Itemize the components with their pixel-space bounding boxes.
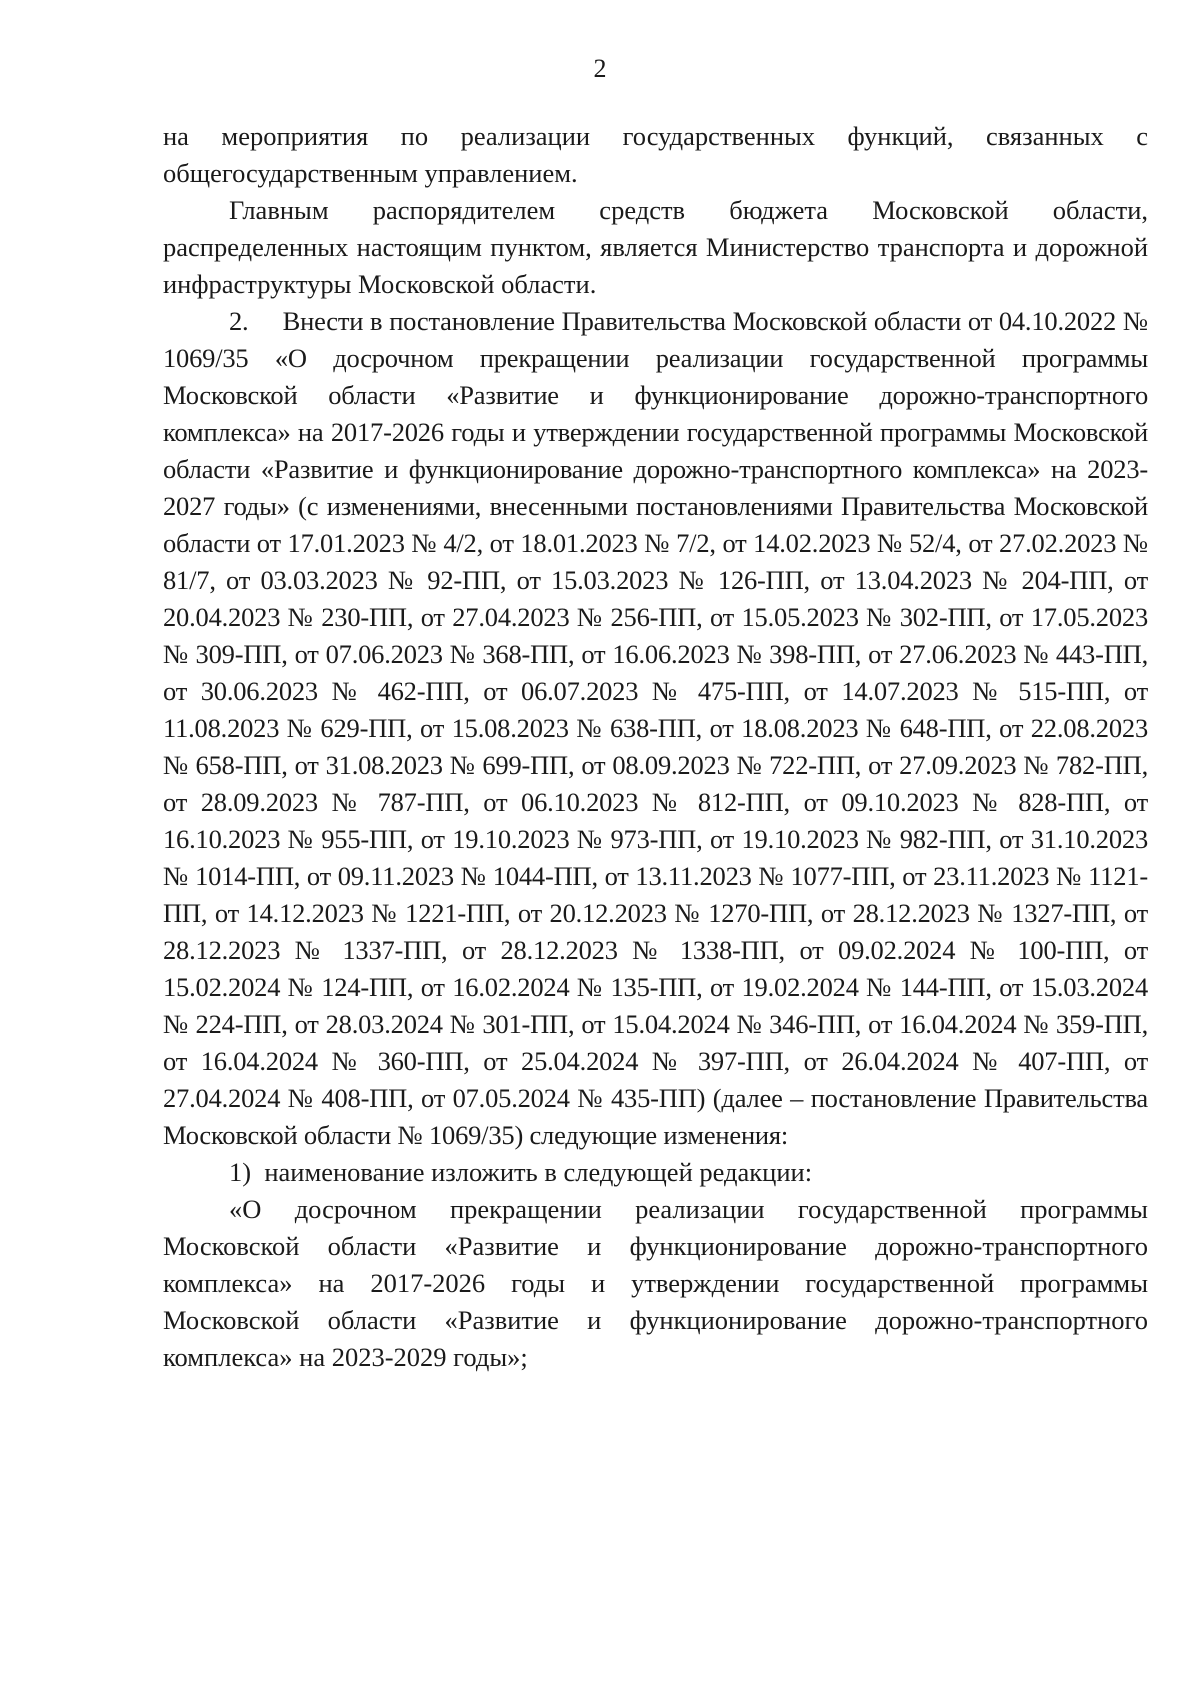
paragraph-continuation: на мероприятия по реализации государственных функций, связанных с общегосударственным управлением. [163, 121, 1148, 188]
paragraph-new-title: «О досрочном прекращении реализации государственной программы Московской области «Развитие и функционирование дорожно-транспортного комплекса» на 2017-2026 годы и утверждении государственной программы Московской области «Развитие и функционирование дорожно-транспортного комплекса» на 2023-2029 годы»; [163, 1194, 1148, 1372]
document-body [163, 118, 1148, 1376]
page-number: 2 [593, 54, 607, 83]
paragraph-item-2: 2. Внести в постановление Правительства Московской области от 04.10.2022 № 1069/35 «О досрочном прекращении реализации государственной программы Московской области «Развитие и функционирование дорожно-транспортного комплекса» на 2017-2026 годы и утверждении государственной программы Московской области «Развитие и функционирование дорожно-транспортного комплекса» на 2023-2027 годы» (с изменениями, внесенными постановлениями Правительства Московской области от 17.01.2023 № 4/2, от 18.01.2023 № 7/2, от 14.02.2023 № 52/4, от 27.02.2023 № 81/7, от 03.03.2023 № 92-ПП, от 15.03.2023 № 126-ПП, от 13.04.2023 № 204-ПП, от 20.04.2023 № 230-ПП, от 27.04.2023 № 256-ПП, от 15.05.2023 № 302-ПП, от 17.05.2023 № 309-ПП, от 07.06.2023 № 368-ПП, от 16.06.2023 № 398-ПП, от 27.06.2023 № 443-ПП, от 30.06.2023 № 462-ПП, от 06.07.2023 № 475-ПП, от 14.07.2023 № 515-ПП, от 11.08.2023 № 629-ПП, от 15.08.2023 № 638-ПП, от 18.08.2023 № 648-ПП, от 22.08.2023 № 658-ПП, от 31.08.2023 № 699-ПП, от 08.09.2023 № 722-ПП, от 27.09.2023 № 782-ПП, от 28.09.2023 № 787-ПП, от 06.10.2023 № 812-ПП, от 09.10.2023 № 828-ПП, от 16.10.2023 № 955-ПП, от 19.10.2023 № 973-ПП, от 19.10.2023 № 982-ПП, от 31.10.2023 № 1014-ПП, от 09.11.2023 № 1044-ПП, от 13.11.2023 № 1077-ПП, от 23.11.2023 № 1121-ПП, от 14.12.2023 № 1221-ПП, от 20.12.2023 № 1270-ПП, от 28.12.2023 № 1327-ПП, от 28.12.2023 № 1337-ПП, от 28.12.2023 № 1338-ПП, от 09.02.2024 № 100-ПП, от 15.02.2024 № 124-ПП, от 16.02.2024 № 135-ПП, от 19.02.2024 № 144-ПП, от 15.03.2024 № 224-ПП, от 28.03.2024 № 301-ПП, от 15.04.2024 № 346-ПП, от 16.04.2024 № 359-ПП, от 16.04.2024 № 360-ПП, от 25.04.2024 № 397-ПП, от 26.04.2024 № 407-ПП, от 27.04.2024 № 408-ПП, от 07.05.2024 № 435-ПП) (далее – постановление Правительства Московской области № 1069/35) следующие изменения: [163, 306, 1148, 1150]
paragraph-budget-manager: Главным распорядителем средств бюджета Московской области, распределенных настоящим пунктом, является Министерство транспорта и дорожной инфраструктуры Московской области. [163, 195, 1148, 299]
paragraph-subitem-1: 1) наименование изложить в следующей редакции: [229, 1157, 813, 1187]
